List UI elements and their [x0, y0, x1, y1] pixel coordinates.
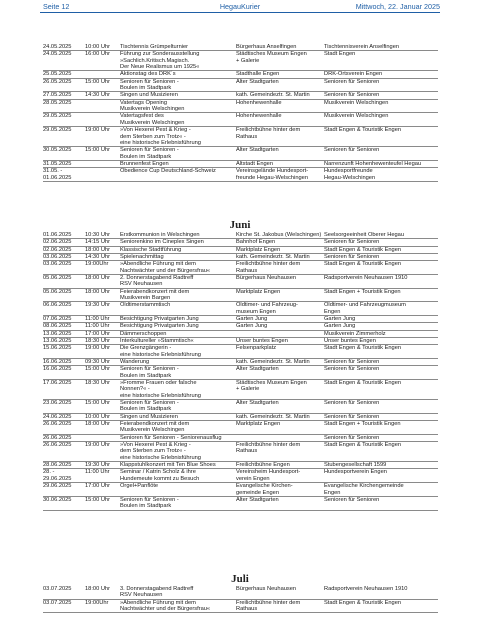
table-row [43, 380, 438, 400]
cell-organizer: Hundesportfreunde Hegau-Welschingen [324, 168, 376, 181]
cell-organizer: Evangelische Kirchengemeinde Engen [324, 483, 404, 496]
table-row [43, 168, 438, 182]
cell-time: 14:30 Uhr [85, 253, 110, 260]
cell-time: 19:00Uhr [85, 599, 109, 606]
cell-organizer: Senioren für Senioren [324, 496, 380, 503]
cell-time: 09:30 Uhr [85, 358, 110, 365]
table-row [43, 462, 438, 469]
cell-date: 24.05.2025 [43, 51, 72, 58]
table-row [43, 100, 438, 114]
cell-organizer: Stadt Engen & Touristik Engen [324, 599, 402, 606]
cell-location: Bürgerhaus Neuhausen [236, 586, 297, 592]
cell-date: 24.06.2025 [43, 413, 72, 420]
cell-date: 23.06.2025 [43, 400, 72, 406]
cell-location: Bahnhof Engen [236, 239, 276, 246]
cell-date: 29.05.2025 [43, 113, 72, 120]
cell-location: Städtisches Museum Engen + Galerie [236, 379, 307, 393]
cell-date: 02.06.2025 [43, 239, 72, 246]
cell-organizer: Tischtennisverein Anselfingen [324, 44, 400, 50]
cell-event: Senioren für Senioren - Boulen im Stadtpark [120, 366, 179, 379]
cell-organizer: Radsportverein Neuhausen 1910 [324, 586, 408, 592]
table-row [43, 316, 438, 323]
cell-organizer: Radsportverein Neuhausen 1910 [324, 274, 408, 281]
cell-date: 08.06.2025 [43, 323, 72, 330]
cell-organizer: Oldtimer- und Fahrzeugmuseum Engen [324, 302, 406, 315]
cell-date: 28. - 29.06.2025 [43, 469, 72, 482]
table-row [43, 600, 438, 614]
cell-location: Vereinsheim Hundesport- verein Engen [236, 469, 301, 482]
cell-organizer: Senioren für Senioren [324, 366, 380, 373]
table-row [43, 442, 438, 462]
cell-organizer: Hundesportverein Engen [324, 469, 387, 476]
cell-event: Dämmerschoppen [120, 330, 167, 337]
table-row [43, 51, 438, 71]
cell-event: Besichtigung Privatgarten Jung [120, 323, 199, 330]
cell-location: Kirche St. Jakobus (Welschingen) [236, 232, 322, 238]
cell-time: 14:30 Uhr [85, 92, 110, 99]
cell-organizer: Stubengesellschaft 1599 [324, 462, 387, 469]
cell-date: 01.06.2025 [43, 232, 72, 238]
cell-event: »Abendliche Führung mit dem Nachtwächter und der Bürgersfrau« [120, 261, 211, 274]
cell-date: 30.06.2025 [43, 496, 72, 503]
publication-title: HegauKurier [219, 2, 261, 11]
table-row [43, 497, 438, 511]
cell-event: Interkultureller »Stammtisch« [120, 337, 194, 344]
table-row [43, 414, 438, 421]
cell-organizer: Senioren für Senioren [324, 92, 380, 99]
page-header [0, 0, 480, 16]
cell-time: 15:00 Uhr [85, 400, 110, 406]
table-row [43, 147, 438, 161]
table-row [43, 366, 438, 380]
cell-time: 10:30 Uhr [85, 232, 110, 238]
cell-location: Vereinsgelände Hundesport- freunde Hegau-Welschingen [236, 168, 309, 181]
cell-organizer: Senioren für Senioren [324, 413, 380, 420]
cell-time: 15:00 Uhr [85, 147, 110, 154]
table-row [43, 338, 438, 345]
cell-event: Tischtennis Grümpelturnier [120, 44, 189, 50]
cell-organizer: Stadt Engen & Touristik Engen [324, 127, 402, 134]
issue-date: Mittwoch, 22. Januar 2025 [355, 2, 440, 11]
cell-organizer: Stadt Engen & Touristik Engen [324, 442, 402, 448]
cell-time: 16:00 Uhr [85, 51, 110, 58]
cell-event: Vatertagsfest des Musikverein Welschingen [120, 113, 185, 126]
cell-date: 05.06.2025 [43, 274, 72, 281]
cell-event: 3. Donnerstagabend Radtreff RSV Neuhausen [120, 586, 194, 599]
table-row [43, 92, 438, 99]
cell-time: 19:00Uhr [85, 261, 109, 268]
cell-time: 15:00 Uhr [85, 78, 110, 85]
cell-location: Felsenparkplatz [236, 345, 277, 352]
cell-location: Freilichtbühne Engen [236, 462, 290, 469]
cell-date: 02.06.2025 [43, 246, 72, 253]
cell-date: 07.06.2025 [43, 316, 72, 322]
cell-location: Freilichtbühne hinter dem Rathaus [236, 599, 301, 613]
cell-location: Alter Stadtgarten [236, 400, 279, 406]
cell-event: Singen und Musizieren [120, 413, 178, 420]
cell-time: 19:00 Uhr [85, 127, 110, 134]
cell-event: Klassische Stadtführung [120, 246, 182, 253]
cell-organizer: Seelsorgeeinheit Oberer Hegau [324, 232, 404, 238]
cell-organizer: Musikverein Zimmerholz [324, 330, 386, 337]
cell-organizer: Garten Jung [324, 323, 356, 330]
cell-organizer: Stadt Engen & Touristik Engen [324, 379, 402, 386]
cell-location: kath. Gemeindeztr. St. Martin [236, 358, 310, 365]
cell-time: 17:00 Uhr [85, 483, 110, 490]
month-heading-june: Juni [229, 219, 251, 231]
cell-time: 18:00 Uhr [85, 421, 110, 427]
cell-time: 19:00 Uhr [85, 345, 110, 352]
cell-time: 18:30 Uhr [85, 379, 110, 386]
cell-event: Klappstuhlkonzert mit Ten Blue Shoes [120, 462, 216, 469]
cell-date: 06.06.2025 [43, 302, 72, 309]
table-row [43, 44, 438, 51]
cell-event: Besichtigung Privatgarten Jung [120, 316, 199, 322]
cell-organizer: Senioren für Senioren [324, 253, 380, 260]
cell-location: kath. Gemeindeztr. St. Martin [236, 92, 310, 99]
cell-organizer: Stadt Engen & Touristik Engen [324, 246, 402, 253]
cell-event: »Von Hexerei Pest & Krieg - dem Sterben zum Trotz« - eine historische Erlebnisführung [120, 127, 201, 146]
cell-time: 18:30 Uhr [85, 337, 110, 344]
cell-date: 26.05.2025 [43, 78, 72, 85]
cell-time: 15:00 Uhr [85, 496, 110, 503]
cell-event: Wanderung [120, 358, 150, 365]
cell-event: Aktionstag des DRK´s [120, 71, 176, 78]
cell-date: 27.05.2025 [43, 92, 72, 99]
cell-event: Brunnenfest Engen [120, 160, 169, 167]
cell-organizer: Senioren für Senioren [324, 434, 380, 441]
table-row [43, 469, 438, 483]
cell-location: kath. Gemeindeztr. St. Martin [236, 413, 310, 420]
table-row [43, 232, 438, 239]
table-row [43, 113, 438, 127]
cell-location: Garten Jung [236, 316, 268, 322]
cell-event: Senioren für Senioren - Boulen im Stadtpark [120, 496, 179, 510]
cell-location: Oldtimer- und Fahrzeug- museum Engen [236, 302, 298, 315]
cell-location: Marktplatz Engen [236, 246, 281, 253]
cell-location: Stadthalle Engen [236, 71, 280, 78]
cell-event: Seniorenkino im Cineplex Singen [120, 239, 204, 246]
cell-date: 31.05.2025 [43, 160, 72, 167]
cell-location: Alter Stadtgarten [236, 496, 279, 503]
cell-event: Orgel+Panflöte [120, 483, 159, 490]
cell-event: Singen und Musizieren [120, 92, 178, 99]
cell-date: 28.06.2025 [43, 462, 72, 469]
cell-organizer: Stadt Engen + Touristik Engen [324, 421, 401, 427]
cell-time: 14:15 Uhr [85, 239, 110, 246]
cell-time: 17:00 Uhr [85, 330, 110, 337]
cell-date: 15.06.2025 [43, 345, 72, 352]
cell-organizer: Musikverein Welschingen [324, 99, 389, 106]
cell-location: Hohenhewenhalle [236, 99, 282, 106]
cell-location: Garten Jung [236, 323, 268, 330]
cell-location: Bürgerhaus Anselfingen [236, 44, 297, 50]
cell-time: 18:00 Uhr [85, 274, 110, 281]
cell-date: 16.06.2025 [43, 358, 72, 365]
table-row [43, 239, 438, 246]
cell-organizer: Unser buntes Engen [324, 337, 376, 344]
cell-event: Seminar / Katrin Scholz & ihre Hundemeute kommt zu Besuch [120, 469, 200, 482]
cell-organizer: Stadt Engen & Touristik Engen [324, 345, 402, 352]
cell-date: 26.06.2025 [43, 442, 72, 448]
cell-date: 13.06.2025 [43, 330, 72, 337]
cell-event: Senioren für Senioren - Boulen im Stadtpark [120, 147, 179, 160]
page-number: Seite 12 [43, 2, 70, 11]
table-row [43, 289, 438, 303]
cell-event: Senioren für Senioren - Seniorenausflug [120, 434, 222, 441]
table-row [43, 345, 438, 359]
cell-time: 10:00 Uhr [85, 44, 110, 50]
month-heading-july: Juli [231, 573, 249, 585]
cell-location: Alter Stadtgarten [236, 147, 279, 154]
cell-event: Führung zur Sonderausstellung »Sachlich.Kritisch.Magisch. Der Neue Realismus um 1925« [120, 51, 200, 71]
cell-organizer: Senioren für Senioren [324, 239, 380, 246]
cell-date: 16.06.2025 [43, 366, 72, 373]
table-row [43, 483, 438, 497]
cell-event: Obedience Cup Deutschland-Schweiz [120, 168, 216, 175]
cell-location: Altstadt Engen [236, 160, 273, 167]
cell-location: Hohenhewenhalle [236, 113, 282, 120]
cell-event: Vatertags Opening Musikverein Welschingen [120, 99, 185, 113]
cell-date: 17.06.2025 [43, 379, 72, 386]
cell-time: 19:00 Uhr [85, 442, 110, 448]
cell-date: 03.06.2025 [43, 261, 72, 268]
cell-organizer: Musikverein Welschingen [324, 113, 389, 120]
cell-organizer: Stadt Engen [324, 51, 356, 58]
cell-time: 11:00 Uhr [85, 323, 110, 330]
cell-time: 10:00 Uhr [85, 413, 110, 420]
cell-organizer: Senioren für Senioren [324, 147, 380, 154]
cell-organizer: DRK-Ortsverein Engen [324, 71, 383, 78]
cell-time: 15:00 Uhr [85, 366, 110, 373]
cell-date: 26.06.2025 [43, 421, 72, 427]
table-row [43, 359, 438, 366]
cell-time: 19:30 Uhr [85, 462, 110, 469]
cell-location: Freilichtbühne hinter dem Rathaus [236, 261, 301, 274]
cell-location: Marktplatz Engen [236, 421, 281, 427]
cell-date: 24.05.2025 [43, 44, 72, 50]
cell-date: 25.05.2025 [43, 71, 72, 78]
cell-event: Senioren für Senioren - Boulen im Stadtpark [120, 400, 179, 413]
cell-date: 05.06.2025 [43, 288, 72, 295]
table-row [43, 421, 438, 435]
cell-time: 18:00 Uhr [85, 586, 110, 592]
table-row [43, 79, 438, 93]
cell-event: Feierabendkonzert mit dem Musikverein Bargen [120, 288, 190, 301]
cell-date: 26.06.2025 [43, 434, 72, 441]
cell-time: 18:00 Uhr [85, 246, 110, 253]
cell-time: 11:00 Uhr [85, 316, 110, 322]
cell-organizer: Senioren für Senioren [324, 78, 380, 85]
cell-event: 2. Donnerstagabend Radtreff RSV Neuhausen [120, 274, 194, 288]
table-row [43, 323, 438, 330]
cell-date: 03.07.2025 [43, 599, 72, 606]
table-row [43, 435, 438, 442]
cell-date: 29.05.2025 [43, 127, 72, 134]
cell-location: Freilichtbühne hinter dem Rathaus [236, 442, 301, 455]
cell-location: Freilichtbühne hinter dem Rathaus [236, 127, 301, 140]
cell-event: »Fromme Frauen oder falsche Nonnen?« - eine historische Erlebnisführung [120, 379, 201, 399]
table-row [43, 400, 438, 414]
cell-date: 03.07.2025 [43, 586, 72, 592]
cell-organizer: Narrenzunft Hohenhewenteufel Hegau [324, 160, 422, 167]
cell-location: kath. Gemeindeztr. St. Martin [236, 253, 310, 260]
cell-event: Senioren für Senioren - Boulen im Stadtpark [120, 78, 179, 92]
cell-organizer: Stadt Engen + Touristik Engen [324, 288, 401, 295]
cell-time: 19:30 Uhr [85, 302, 110, 309]
table-row [43, 127, 438, 147]
table-row [43, 254, 438, 261]
cell-organizer: Garten Jung [324, 316, 356, 322]
cell-date: 30.05.2025 [43, 147, 72, 154]
table-row [43, 71, 438, 78]
cell-event: Die Grenzgängerin - eine historische Erlebnisführung [120, 345, 201, 358]
table-row [43, 586, 438, 600]
cell-location: Städtisches Museum Engen + Galerie [236, 51, 307, 64]
cell-event: Oldtimerstammtisch [120, 302, 171, 309]
table-row [43, 331, 438, 338]
table-row [43, 247, 438, 254]
cell-date: 28.05.2025 [43, 99, 72, 106]
table-row [43, 275, 438, 289]
table-row [43, 161, 438, 168]
cell-event: Spielenachmittag [120, 253, 164, 260]
cell-location: Bürgerhaus Neuhausen [236, 274, 297, 281]
cell-location: Alter Stadtgarten [236, 78, 279, 85]
cell-date: 03.06.2025 [43, 253, 72, 260]
cell-event: »Abendliche Führung mit dem Nachtwächter und der Bürgersfrau« [120, 599, 211, 613]
cell-location: Unser buntes Engen [236, 337, 288, 344]
header-rule [40, 12, 440, 13]
cell-date: 29.06.2025 [43, 483, 72, 490]
cell-location: Marktplatz Engen [236, 288, 281, 295]
cell-time: 11:00 Uhr [85, 469, 110, 476]
cell-event: Feierabendkonzert mit dem Musikverein Welschingen [120, 421, 190, 434]
cell-event: »Von Hexerei Pest & Krieg - dem Sterben zum Trotz« - eine historische Erlebnisführung [120, 442, 201, 461]
table-row [43, 302, 438, 316]
cell-location: Evangelische Kirchen- gemeinde Engen [236, 483, 293, 496]
cell-location: Alter Stadtgarten [236, 366, 279, 373]
cell-time: 18:00 Uhr [85, 288, 110, 295]
cell-organizer: Senioren für Senioren [324, 400, 380, 406]
cell-organizer: Stadt Engen & Touristik Engen [324, 261, 402, 268]
cell-date: 31.05. - 01.06.2025 [43, 168, 72, 181]
cell-date: 13.06.2025 [43, 337, 72, 344]
cell-event: Erstkommunion in Welschingen [120, 232, 200, 238]
cell-organizer: Senioren für Senioren [324, 358, 380, 365]
table-row [43, 261, 438, 275]
